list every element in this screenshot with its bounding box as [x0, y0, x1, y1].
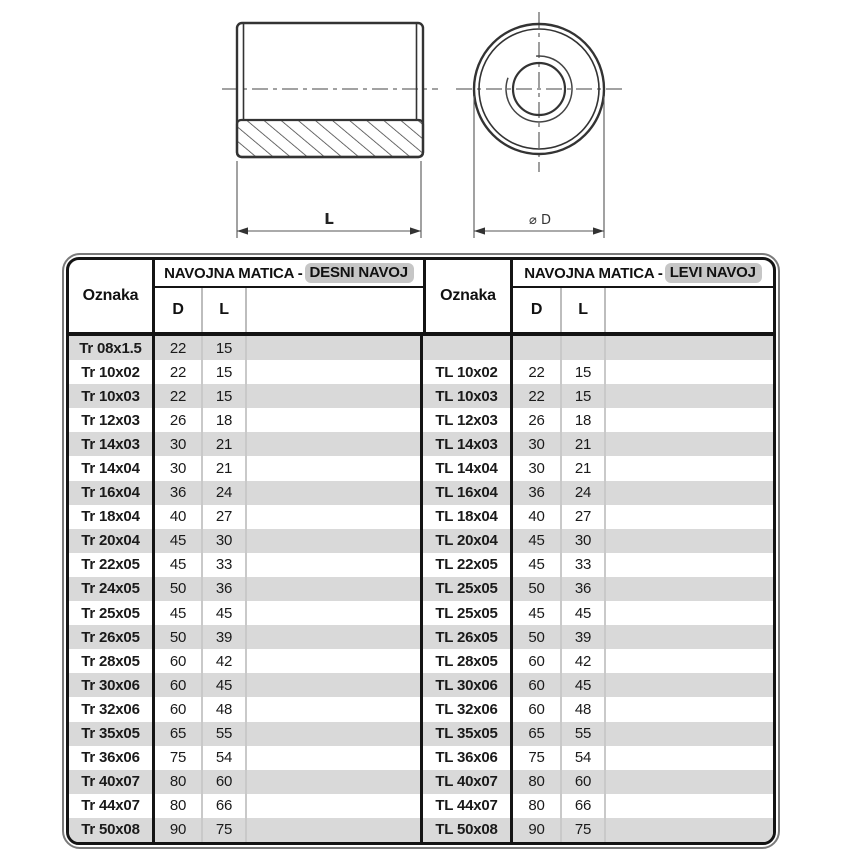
left-oznaka-cell: Tr 44x07 — [69, 794, 155, 818]
table-body — [69, 336, 773, 842]
right-empty-cell — [606, 625, 773, 649]
left-l-cell: 75 — [203, 818, 247, 842]
right-l-cell: 30 — [562, 529, 606, 553]
right-empty-cell — [606, 577, 773, 601]
right-oznaka-cell: TL 14x04 — [423, 456, 513, 480]
left-l-cell: 39 — [203, 625, 247, 649]
left-empty-cell — [247, 794, 423, 818]
left-oznaka-cell: Tr 12x03 — [69, 408, 155, 432]
right-oznaka-cell: TL 25x05 — [423, 601, 513, 625]
left-d-cell: 30 — [155, 432, 203, 456]
left-empty-cell — [247, 770, 423, 794]
left-l-cell: 60 — [203, 770, 247, 794]
right-d-cell: 45 — [513, 529, 562, 553]
left-oznaka-cell: Tr 35x05 — [69, 722, 155, 746]
right-empty-cell — [606, 529, 773, 553]
right-d-cell: 50 — [513, 577, 562, 601]
right-title-prefix: NAVOJNA MATICA - — [524, 264, 663, 282]
dim-diameter-label: ⌀ D — [529, 213, 551, 228]
left-d-cell: 45 — [155, 601, 203, 625]
table-row — [69, 673, 773, 697]
right-l-cell: 48 — [562, 697, 606, 721]
right-title-highlight: LEVI NAVOJ — [665, 263, 762, 283]
right-l-cell: 39 — [562, 625, 606, 649]
thread-hatch-band — [237, 120, 423, 157]
table-row — [69, 601, 773, 625]
left-l-cell: 24 — [203, 481, 247, 505]
right-d-cell: 45 — [513, 553, 562, 577]
right-d-cell: 75 — [513, 746, 562, 770]
left-l-cell: 36 — [203, 577, 247, 601]
table-row — [69, 360, 773, 384]
right-oznaka-cell: TL 22x05 — [423, 553, 513, 577]
right-d-cell: 22 — [513, 384, 562, 408]
right-oznaka-cell: TL 16x04 — [423, 481, 513, 505]
table-header — [69, 260, 773, 332]
right-l-cell: 36 — [562, 577, 606, 601]
table-row — [69, 336, 773, 360]
left-oznaka-cell: Tr 32x06 — [69, 697, 155, 721]
right-l-cell: 18 — [562, 408, 606, 432]
table-row — [69, 456, 773, 480]
left-empty-cell — [247, 673, 423, 697]
right-empty-cell — [606, 360, 773, 384]
right-d-cell: 50 — [513, 625, 562, 649]
right-l-cell: 27 — [562, 505, 606, 529]
left-l-cell: 45 — [203, 673, 247, 697]
left-oznaka-cell: Tr 25x05 — [69, 601, 155, 625]
right-d-cell: 30 — [513, 432, 562, 456]
table-row — [69, 432, 773, 456]
right-l-cell: 15 — [562, 384, 606, 408]
left-d-cell: 22 — [155, 360, 203, 384]
table-row — [69, 746, 773, 770]
table-row — [69, 481, 773, 505]
left-l-cell: 55 — [203, 722, 247, 746]
spec-table — [66, 257, 776, 845]
right-oznaka-header: Oznaka — [423, 260, 513, 332]
left-d-cell: 90 — [155, 818, 203, 842]
right-l-cell: 45 — [562, 673, 606, 697]
right-oznaka-cell: TL 14x03 — [423, 432, 513, 456]
left-l-cell: 15 — [203, 360, 247, 384]
right-l-cell: 21 — [562, 456, 606, 480]
left-d-cell: 50 — [155, 625, 203, 649]
right-l-cell: 45 — [562, 601, 606, 625]
left-d-cell: 60 — [155, 697, 203, 721]
right-empty-cell — [606, 649, 773, 673]
right-d-cell: 40 — [513, 505, 562, 529]
table-row — [69, 649, 773, 673]
right-oznaka-cell: TL 10x02 — [423, 360, 513, 384]
left-l-cell: 27 — [203, 505, 247, 529]
left-col-d-header: D — [155, 288, 203, 332]
left-empty-cell — [247, 818, 423, 842]
left-empty-cell — [247, 625, 423, 649]
left-l-cell: 15 — [203, 384, 247, 408]
right-l-cell: 54 — [562, 746, 606, 770]
left-oznaka-cell: Tr 22x05 — [69, 553, 155, 577]
left-empty-cell — [247, 746, 423, 770]
table-row — [69, 722, 773, 746]
right-oznaka-cell: TL 36x06 — [423, 746, 513, 770]
right-empty-cell — [606, 697, 773, 721]
right-empty-cell — [606, 770, 773, 794]
table-row — [69, 577, 773, 601]
left-d-cell: 40 — [155, 505, 203, 529]
right-d-cell: 60 — [513, 673, 562, 697]
right-oznaka-cell: TL 18x04 — [423, 505, 513, 529]
right-d-cell: 80 — [513, 770, 562, 794]
right-d-cell — [513, 336, 562, 360]
left-empty-cell — [247, 577, 423, 601]
right-empty-cell — [606, 794, 773, 818]
right-empty-cell — [606, 601, 773, 625]
table-row — [69, 505, 773, 529]
left-oznaka-cell: Tr 20x04 — [69, 529, 155, 553]
right-col-l-header: L — [562, 288, 606, 332]
left-d-cell: 75 — [155, 746, 203, 770]
left-oznaka-cell: Tr 10x02 — [69, 360, 155, 384]
right-oznaka-cell: TL 26x05 — [423, 625, 513, 649]
left-d-cell: 65 — [155, 722, 203, 746]
right-empty-cell — [606, 384, 773, 408]
right-l-cell — [562, 336, 606, 360]
left-l-cell: 21 — [203, 456, 247, 480]
left-empty-cell — [247, 432, 423, 456]
right-empty-header-cell — [606, 288, 773, 332]
left-oznaka-cell: Tr 30x06 — [69, 673, 155, 697]
right-empty-cell — [606, 818, 773, 842]
right-d-cell: 80 — [513, 794, 562, 818]
left-d-cell: 22 — [155, 336, 203, 360]
right-empty-cell — [606, 336, 773, 360]
left-d-cell: 22 — [155, 384, 203, 408]
right-d-cell: 22 — [513, 360, 562, 384]
right-oznaka-cell: TL 40x07 — [423, 770, 513, 794]
right-oznaka-cell: TL 20x04 — [423, 529, 513, 553]
left-empty-cell — [247, 505, 423, 529]
technical-drawing — [0, 0, 860, 252]
left-table-title — [155, 260, 423, 288]
right-l-cell: 66 — [562, 794, 606, 818]
left-d-cell: 80 — [155, 794, 203, 818]
left-oznaka-cell: Tr 18x04 — [69, 505, 155, 529]
left-l-cell: 18 — [203, 408, 247, 432]
right-empty-cell — [606, 505, 773, 529]
right-empty-cell — [606, 481, 773, 505]
left-oznaka-cell: Tr 40x07 — [69, 770, 155, 794]
left-empty-cell — [247, 697, 423, 721]
right-l-cell: 15 — [562, 360, 606, 384]
left-empty-cell — [247, 360, 423, 384]
table-row — [69, 529, 773, 553]
left-oznaka-cell: Tr 36x06 — [69, 746, 155, 770]
left-oznaka-header: Oznaka — [69, 260, 155, 332]
left-oznaka-cell: Tr 10x03 — [69, 384, 155, 408]
left-empty-cell — [247, 601, 423, 625]
right-l-cell: 75 — [562, 818, 606, 842]
right-d-cell: 60 — [513, 649, 562, 673]
right-d-cell: 26 — [513, 408, 562, 432]
left-d-cell: 60 — [155, 649, 203, 673]
right-l-cell: 55 — [562, 722, 606, 746]
left-l-cell: 33 — [203, 553, 247, 577]
right-oznaka-cell: TL 32x06 — [423, 697, 513, 721]
left-col-l-header: L — [203, 288, 247, 332]
left-d-cell: 80 — [155, 770, 203, 794]
right-d-cell: 45 — [513, 601, 562, 625]
left-empty-header-cell — [247, 288, 423, 332]
left-oznaka-cell: Tr 28x05 — [69, 649, 155, 673]
right-empty-cell — [606, 673, 773, 697]
table-row — [69, 625, 773, 649]
right-empty-cell — [606, 456, 773, 480]
right-oznaka-cell: TL 12x03 — [423, 408, 513, 432]
left-l-cell: 54 — [203, 746, 247, 770]
left-empty-cell — [247, 649, 423, 673]
table-row — [69, 384, 773, 408]
right-d-cell: 90 — [513, 818, 562, 842]
left-l-cell: 66 — [203, 794, 247, 818]
table-row — [69, 408, 773, 432]
left-d-cell: 30 — [155, 456, 203, 480]
right-l-cell: 21 — [562, 432, 606, 456]
right-empty-cell — [606, 746, 773, 770]
left-empty-cell — [247, 336, 423, 360]
left-l-cell: 21 — [203, 432, 247, 456]
right-l-cell: 33 — [562, 553, 606, 577]
right-col-d-header: D — [513, 288, 562, 332]
right-oznaka-cell: TL 50x08 — [423, 818, 513, 842]
table-row — [69, 818, 773, 842]
left-oznaka-cell: Tr 08x1.5 — [69, 336, 155, 360]
left-oznaka-cell: Tr 26x05 — [69, 625, 155, 649]
right-empty-cell — [606, 553, 773, 577]
right-oznaka-cell: TL 30x06 — [423, 673, 513, 697]
table-row — [69, 770, 773, 794]
spec-table-frame — [62, 253, 780, 849]
left-d-cell: 45 — [155, 529, 203, 553]
left-empty-cell — [247, 722, 423, 746]
left-l-cell: 42 — [203, 649, 247, 673]
left-empty-cell — [247, 408, 423, 432]
right-oznaka-cell: TL 10x03 — [423, 384, 513, 408]
right-d-cell: 65 — [513, 722, 562, 746]
right-table-title — [513, 260, 773, 288]
table-row — [69, 794, 773, 818]
left-l-cell: 30 — [203, 529, 247, 553]
right-l-cell: 24 — [562, 481, 606, 505]
front-view — [456, 12, 623, 238]
left-oznaka-cell: Tr 50x08 — [69, 818, 155, 842]
left-d-cell: 45 — [155, 553, 203, 577]
table-row — [69, 697, 773, 721]
right-oznaka-cell — [423, 336, 513, 360]
left-d-cell: 36 — [155, 481, 203, 505]
left-empty-cell — [247, 384, 423, 408]
left-empty-cell — [247, 481, 423, 505]
right-d-cell: 30 — [513, 456, 562, 480]
right-l-cell: 60 — [562, 770, 606, 794]
left-d-cell: 60 — [155, 673, 203, 697]
right-empty-cell — [606, 722, 773, 746]
left-d-cell: 50 — [155, 577, 203, 601]
left-oznaka-cell: Tr 14x04 — [69, 456, 155, 480]
right-oznaka-cell: TL 44x07 — [423, 794, 513, 818]
left-oznaka-cell: Tr 16x04 — [69, 481, 155, 505]
right-empty-cell — [606, 408, 773, 432]
right-oznaka-cell: TL 28x05 — [423, 649, 513, 673]
left-empty-cell — [247, 456, 423, 480]
left-l-cell: 48 — [203, 697, 247, 721]
right-oznaka-cell: TL 35x05 — [423, 722, 513, 746]
left-title-prefix: NAVOJNA MATICA - — [164, 264, 303, 282]
left-empty-cell — [247, 529, 423, 553]
left-d-cell: 26 — [155, 408, 203, 432]
right-empty-cell — [606, 432, 773, 456]
right-d-cell: 60 — [513, 697, 562, 721]
left-l-cell: 15 — [203, 336, 247, 360]
left-oznaka-cell: Tr 24x05 — [69, 577, 155, 601]
table-row — [69, 553, 773, 577]
right-d-cell: 36 — [513, 481, 562, 505]
right-oznaka-cell: TL 25x05 — [423, 577, 513, 601]
left-l-cell: 45 — [203, 601, 247, 625]
right-l-cell: 42 — [562, 649, 606, 673]
side-view — [222, 23, 438, 238]
left-title-highlight: DESNI NAVOJ — [305, 263, 414, 283]
left-oznaka-cell: Tr 14x03 — [69, 432, 155, 456]
left-empty-cell — [247, 553, 423, 577]
dim-length-label: L — [324, 210, 334, 228]
